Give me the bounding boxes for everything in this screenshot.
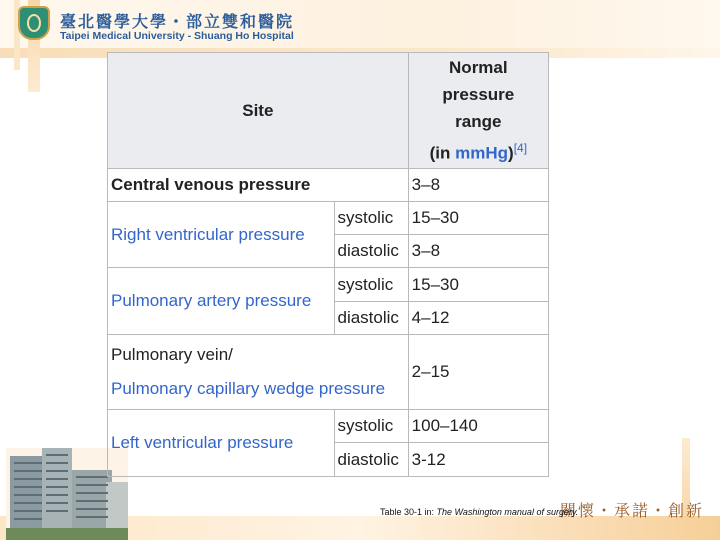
- hospital-motto: 關懷・承諾・創新: [559, 501, 704, 520]
- range-value: 3-12: [408, 443, 548, 477]
- caption-prefix: Table 30-1 in:: [380, 507, 437, 517]
- table-row: [108, 169, 549, 202]
- range-value: 15–30: [408, 268, 548, 302]
- table-row: [108, 268, 549, 302]
- phase-label: systolic: [334, 268, 408, 302]
- site-pulmonary-artery-pressure-link[interactable]: Pulmonary artery pressure: [108, 268, 335, 335]
- header-range-prefix: (in: [429, 143, 456, 163]
- range-value: 4–12: [408, 302, 548, 335]
- table-row: [108, 410, 549, 443]
- range-value: 2–15: [408, 335, 548, 410]
- university-name-chinese: 臺北醫學大學・部立雙和醫院: [60, 14, 295, 31]
- range-value: 15–30: [408, 202, 548, 235]
- university-logo-icon: [18, 6, 50, 40]
- mmhg-link[interactable]: mmHg: [455, 143, 509, 163]
- table-header-row: [108, 53, 549, 169]
- range-value: 100–140: [408, 410, 548, 443]
- range-value: 3–8: [408, 235, 548, 268]
- university-name-english: Taipei Medical University - Shuang Ho Hospital: [60, 30, 294, 42]
- phase-label: diastolic: [334, 443, 408, 477]
- site-left-ventricular-pressure-link[interactable]: Left ventricular pressure: [108, 410, 335, 477]
- table-caption: [380, 507, 578, 517]
- header-range-line2: pressure: [442, 85, 515, 105]
- header-site: Site: [108, 53, 409, 169]
- phase-label: diastolic: [334, 235, 408, 268]
- phase-label: systolic: [334, 410, 408, 443]
- site-pulmonary-capillary-wedge-link[interactable]: Pulmonary capillary wedge pressure: [111, 379, 386, 398]
- range-value: 3–8: [408, 169, 548, 202]
- logo-emblem: [27, 14, 41, 32]
- header-range-suffix: ): [508, 143, 514, 163]
- site-pulmonary-vein: Pulmonary vein/: [111, 345, 233, 364]
- phase-label: diastolic: [334, 302, 408, 335]
- site-right-ventricular-pressure-link[interactable]: Right ventricular pressure: [108, 202, 335, 268]
- site-central-venous-pressure: Central venous pressure: [108, 169, 409, 202]
- header-range-line1: Normal: [449, 58, 508, 78]
- header-range-line3: range: [455, 112, 502, 132]
- phase-label: systolic: [334, 202, 408, 235]
- table-row: [108, 335, 549, 410]
- site-pulmonary-vein-wedge: [108, 335, 409, 410]
- caption-source: The Washington manual of surgery.: [436, 507, 579, 517]
- normal-pressure-table: [107, 52, 549, 477]
- reference-4-link[interactable]: [4]: [513, 141, 528, 156]
- header-normal-pressure-range: [408, 53, 548, 169]
- table-row: [108, 202, 549, 235]
